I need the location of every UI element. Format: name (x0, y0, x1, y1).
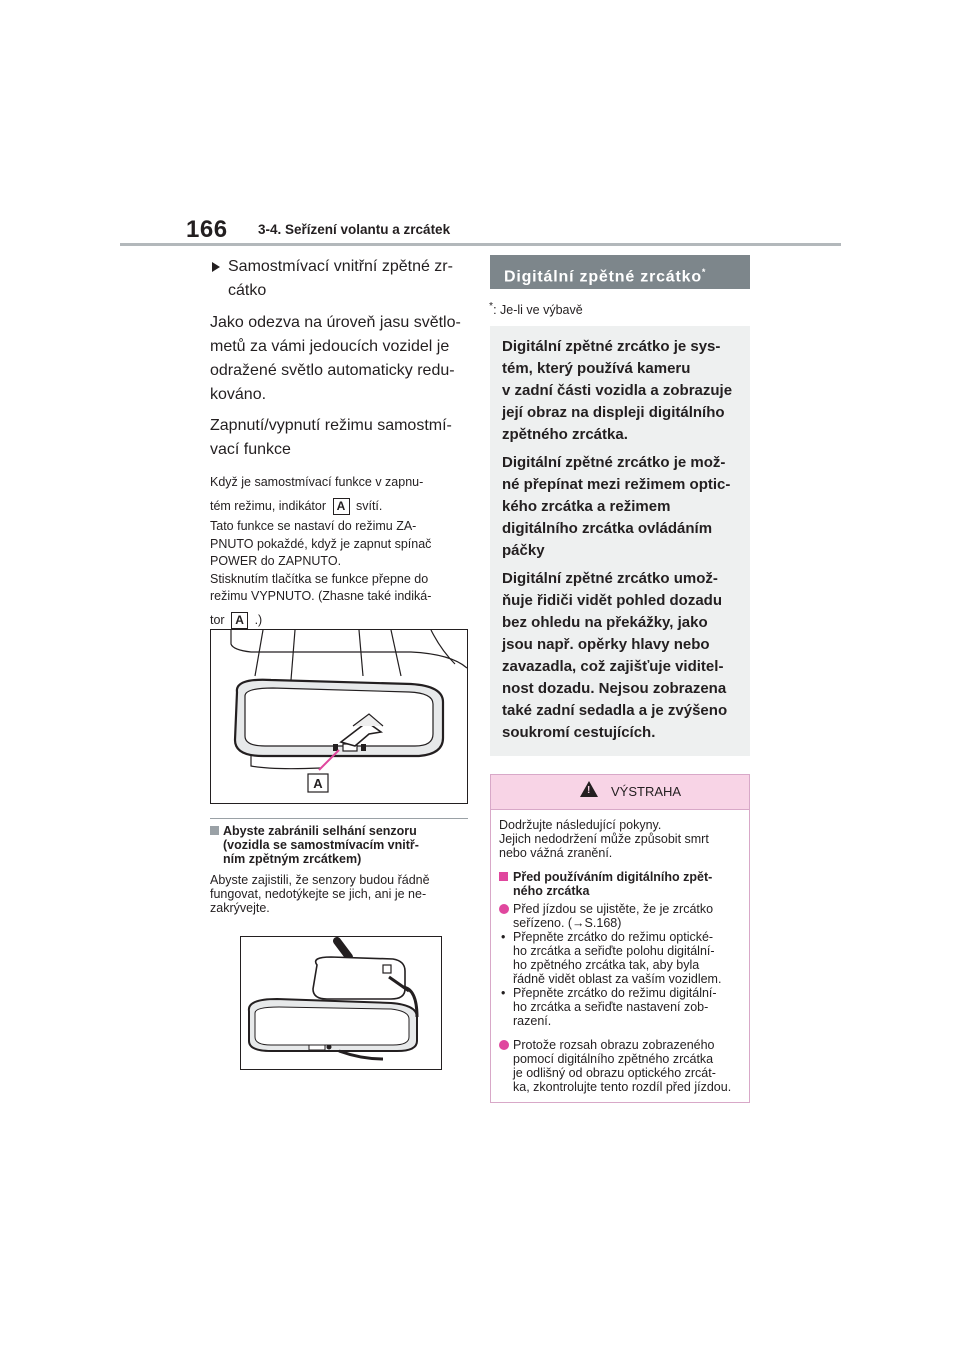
description-paragraph: Jako odezva na úroveň jasu světlo- metů za vámi jedoucích vozidel je odražené světlo automaticky redu- kováno. (210, 314, 461, 403)
warning-body: Dodržujte následující pokyny. Jejich nedodržení může způsobit smrt nebo vážná zranění. Před používáním digitálního zpět- ného zrcátka Před jízdou se ujistěte, že je zrcátko seřízeno. (→S.168) • Přepněte zrcátko do režimu optické- ho zrcátka a seřiďte polohu digitální- ho zpětného zrcátka tak, aby byla řádně vidět oblast za vaším vozidlem. • Přepněte zrcátko do režimu digitální- ho zrcátka a seřiďte nastavení zob- razení. Protože rozsah obrazu zobrazeného pomocí digitálního zpětného zrcátka je odlišný od obrazu optického zrcát- ka, zkontrolujte tento rozdíl před jízdou. (491, 810, 749, 1102)
section-banner: Digitální zpětné zrcátko* (490, 255, 750, 289)
warning-subheading: Před používáním digitálního zpět- ného zrcátka (499, 870, 741, 898)
right-column (490, 255, 750, 1103)
subsection-title: Samostmívací vnitřní zpětné zr- cátko (210, 255, 468, 303)
summary-paragraph: Digitální zpětné zrcátko umož- ňuje řidiči vidět pohled dozadu bez ohledu na překážky, jako jsou např. opěrky hlavy nebo zavazadla, což zajišťuje viditel- nost dozadu. Nejsou zobrazena také zadní sedadla a je zvýšeno soukromí cestujících. (502, 570, 728, 742)
triangle-bullet-icon (212, 262, 220, 272)
header-rule (120, 243, 841, 246)
mirror-illustration (211, 630, 467, 803)
sensor-note: Abyste zabránili selhání senzoru (vozidla se samostmívacím vnitř- ním zpětným zrcátkem) Abyste zajistili, že senzory budou řádně fungovat, nedotýkejte se jich, ani je ne- zakrývejte. (210, 824, 430, 915)
indicator-note: Když je samostmívací funkce v zapnu- tém režimu, indikátor A svítí. (210, 475, 424, 514)
availability-footnote: *: Je-li ve výbavě (489, 301, 583, 318)
warning-item: Protože rozsah obrazu zobrazeného pomocí digitálního zpětného zrcátka je odlišný od obrazu optického zrcát- ka, zkontrolujte tento rozdíl před jízdou. (499, 1038, 741, 1094)
figure-auto-dimming-mirror (210, 629, 468, 804)
page-number: 166 (186, 216, 228, 243)
summary-paragraph: Digitální zpětné zrcátko je mož- né přepínat mezi režimem optic- kého zrcátka a režimem digitálního zrcátka ovládáním páčky (502, 454, 731, 560)
warning-title: VÝSTRAHA (611, 784, 682, 800)
warning-header: ! VÝSTRAHA (491, 775, 749, 810)
figure-mirror-sensors (240, 936, 442, 1070)
mode-note: Tato funkce se nastaví do režimu ZA- PNUTO pokaždé, když je zapnut spínač POWER do ZAPNUTO. Stisknutím tlačítka se funkce přepne do režimu VYPNUTO. (Zhasne také indiká- (210, 519, 432, 603)
warning-subitem: • Přepněte zrcátko do režimu digitální- ho zrcátka a seřiďte nastavení zob- razení. (501, 986, 717, 1029)
warning-subitem: • Přepněte zrcátko do režimu optické- ho zrcátka a seřiďte polohu digitální- ho zpětného zrcátka tak, aby byla řádně vidět oblast za vaším vozidlem. (501, 930, 722, 987)
summary-box (490, 326, 750, 756)
circle-bullet-icon (499, 1040, 509, 1050)
warning-box (490, 774, 750, 1103)
section-title: 3-4. Seřízení volantu a zrcátek (258, 222, 451, 237)
circle-bullet-icon (499, 904, 509, 914)
indicator-tag: A (333, 498, 350, 515)
figure-label-a: A (313, 776, 323, 791)
summary-paragraph: Digitální zpětné zrcátko je sys- tém, který používá kameru v zadní části vozidla a zobrazuje její obraz na displeji digitálního zpětného zrcátka. (502, 338, 733, 444)
toggle-heading: Zapnutí/vypnutí režimu samostmí- vací funkce (210, 417, 452, 458)
square-bullet-icon (499, 872, 508, 881)
left-column: Samostmívací vnitřní zpětné zr- cátko Jako odezva na úroveň jasu světlo- metů za vámi jedoucích vozidel je odražené světlo automaticky redu- kováno. Zapnutí/vypnutí režimu samostmí- vací funkce Když je samostmívací funkce v zapnu- tém režimu, indikátor A svítí. Tato funkce se nastaví do režimu ZA- PNUTO pokaždé, když je zapnut spínač POWER do ZAPNUTO. Stisknutím tlačítka se funkce přepne do režimu VYPNUTO. (Zhasne také indiká- tor A .) (210, 255, 468, 634)
warning-item: Před jízdou se ujistěte, že je zrcátko seřízeno. (→S.168) (499, 902, 741, 930)
indicator-tag: A (231, 612, 248, 629)
square-bullet-icon (210, 826, 219, 835)
sensor-illustration (241, 937, 441, 1069)
sensor-note-divider (210, 818, 468, 819)
